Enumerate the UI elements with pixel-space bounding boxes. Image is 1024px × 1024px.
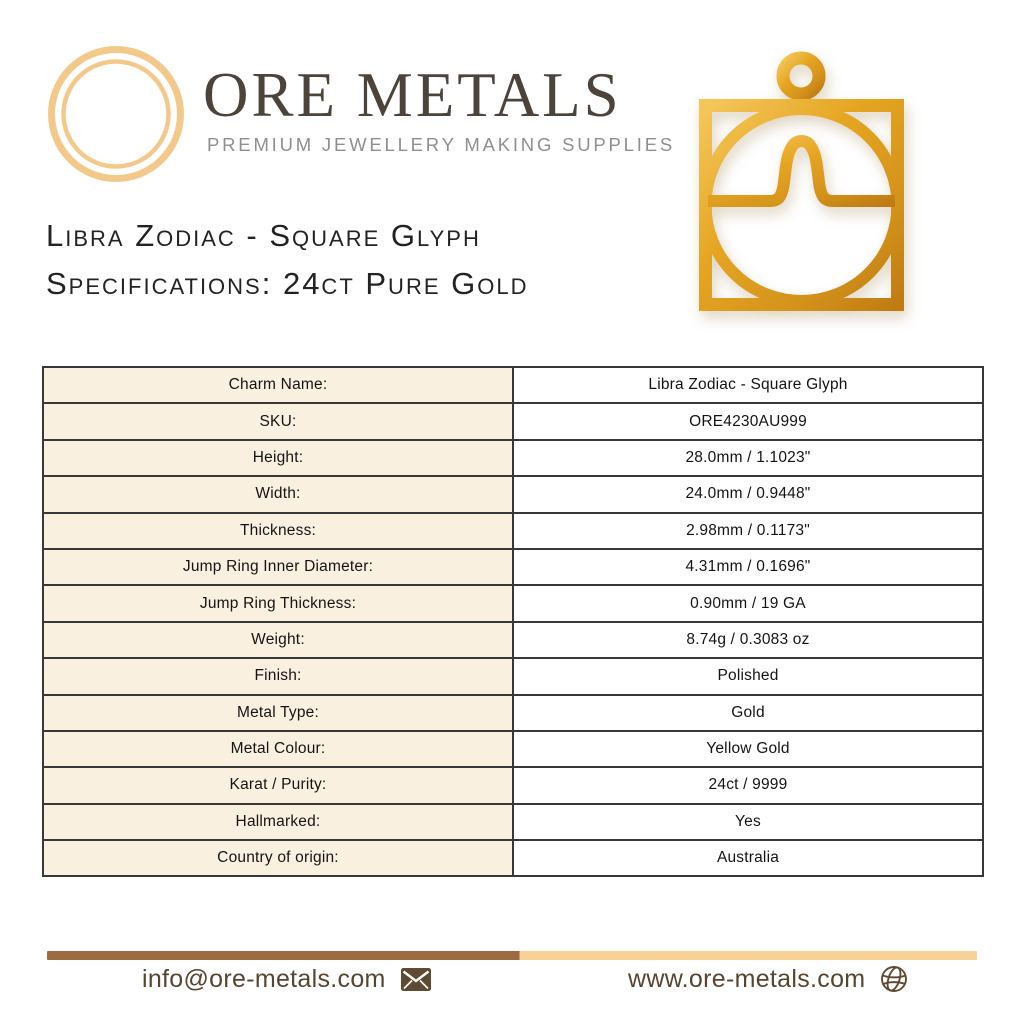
footer-email-group: [142, 962, 431, 996]
table-row: [43, 513, 983, 549]
table-row: [43, 840, 983, 876]
spec-value: 4.31mm / 0.1696": [513, 549, 983, 585]
spec-value: 8.74g / 0.3083 oz: [513, 622, 983, 658]
footer-divider: [47, 951, 977, 960]
page-subtitle: Specifications: 24ct Pure Gold: [46, 266, 529, 301]
spec-label: Charm Name:: [43, 367, 513, 403]
brand-block: [203, 60, 675, 156]
title-block: [46, 220, 528, 299]
brand-tagline: PREMIUM JEWELLERY MAKING SUPPLIES: [207, 134, 675, 155]
spec-label: Country of origin:: [43, 840, 513, 876]
spec-label: Finish:: [43, 658, 513, 694]
brand-name: ORE METALS: [203, 60, 622, 130]
spec-label: Jump Ring Inner Diameter:: [43, 549, 513, 585]
spec-label: Weight:: [43, 622, 513, 658]
table-row: [43, 767, 983, 803]
spec-value: Yes: [513, 804, 983, 840]
spec-value: 24.0mm / 0.9448": [513, 476, 983, 512]
spec-label: Width:: [43, 476, 513, 512]
table-row: [43, 804, 983, 840]
table-row: [43, 403, 983, 439]
spec-value: Australia: [513, 840, 983, 876]
page-title: Libra Zodiac - Square Glyph: [46, 218, 481, 253]
table-row: [43, 476, 983, 512]
spec-label: Thickness:: [43, 513, 513, 549]
spec-value: Polished: [513, 658, 983, 694]
table-row: [43, 549, 983, 585]
table-row: [43, 695, 983, 731]
table-row: [43, 585, 983, 621]
spec-label: SKU:: [43, 403, 513, 439]
spec-label: Hallmarked:: [43, 804, 513, 840]
spec-value: 2.98mm / 0.1173": [513, 513, 983, 549]
double-ring-icon: [44, 42, 188, 186]
spec-value: Yellow Gold: [513, 731, 983, 767]
spec-label: Metal Colour:: [43, 731, 513, 767]
envelope-icon: [401, 968, 431, 991]
spec-value: Libra Zodiac - Square Glyph: [513, 367, 983, 403]
spec-value: 0.90mm / 19 GA: [513, 585, 983, 621]
table-row: [43, 440, 983, 476]
spec-value: 24ct / 9999: [513, 767, 983, 803]
spec-label: Metal Type:: [43, 695, 513, 731]
spec-table: [42, 366, 984, 877]
table-row: [43, 367, 983, 403]
spec-value: Gold: [513, 695, 983, 731]
globe-icon: [880, 965, 908, 993]
spec-label: Karat / Purity:: [43, 767, 513, 803]
website-link[interactable]: www.ore-metals.com: [628, 964, 866, 993]
spec-label: Jump Ring Thickness:: [43, 585, 513, 621]
table-row: [43, 622, 983, 658]
email-link[interactable]: info@ore-metals.com: [142, 964, 386, 993]
spec-value: 28.0mm / 1.1023": [513, 440, 983, 476]
libra-square-charm-image: [686, 38, 918, 318]
footer-website-group: [628, 962, 908, 996]
spec-value: ORE4230AU999: [513, 403, 983, 439]
table-row: [43, 731, 983, 767]
table-row: [43, 658, 983, 694]
spec-label: Height:: [43, 440, 513, 476]
